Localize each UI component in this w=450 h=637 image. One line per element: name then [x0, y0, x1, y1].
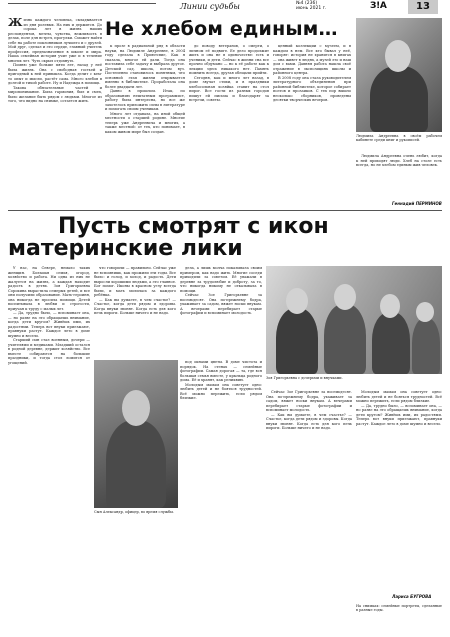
article2-text-d: под окнами цветы. В доме чистота и порядок. На стенах — семейные фотографии. Самая дорогая — та, где вся большая семья вместе, у крыльца родного дома. Её и хранят, как реликвию. — [180, 360, 262, 382]
article2-text-e: Сейчас Зое Григорьевне за восемьдесят. Она по-прежнему бодра, ухаживает за садом, вяжет носки внукам. А вечерами перебирает старые фотографии и вспоминает молодость. — [266, 390, 352, 412]
issue-number: №4 (236) — [296, 1, 318, 6]
article2-text-c: дела, а лишь молча показывала своим примером, как надо жить. Многие соседи приходили за советом. Её уважали в деревне за трудолюбие и доброту, за то, что никогда никому не отказывала в помощи. — [180, 266, 262, 293]
page-header — [0, 0, 450, 16]
soldier-figure — [106, 420, 166, 508]
soldier-photo — [94, 360, 178, 508]
family-caption: Зоя Григорьевна с дочерьми и внучками. — [266, 376, 343, 380]
article1-author: Геннадий ПЕРМИНОВ — [392, 201, 442, 206]
family-member-1 — [276, 308, 318, 374]
article1-text-1: изнь каждого человека, складывается из дня ролевых. На них и держится. До сорока лет в жизнь наших респондентов, мечты, чувства, вежливость в делах, поле для встреч, прогулки. Сможет найти себе на работе поклонников лучшего и с друзей. Мой друг, сделал и это сердце, главный учитель профессия, предназначение в школе и мира. Наша семейная история учит уже и в течение многих лет. Чуть скрыл отдохнуть. — [8, 18, 102, 63]
article1-text-2b: Давно в прошлом. Итак, по образованию нештатным программист, работу была интересна, но все же захотелось приложить силы в литературе и помогать своим ученикам. — [105, 89, 185, 111]
article2-headline-line2: материнские лики — [8, 236, 243, 261]
family-member-2 — [324, 304, 366, 374]
article2-column-2 — [94, 266, 176, 356]
article1-column-2 — [105, 44, 185, 208]
article1-column-3 — [189, 44, 269, 208]
dropcap: Ж — [8, 18, 23, 29]
article2-text-a2: — Да, трудно было, — вспоминает она, — но разве на это обращаешь внимание, когда дети кругом? Живёшь ими, их радостями. Теперь вот внуки приезжают, правнуки растут. Каждое лето в доме шумно и весело. — [8, 311, 90, 338]
article1-text-4: ценный коллекции с музеем, и в каждом в нем. Все кто бывал у неё, говорят: история не хранится в книгах — она живет в людях, а музей это и наш дом с вами. Давняя работа нашла своё отражение в экспозициях школы и районного центра. — [273, 44, 351, 75]
section-title: Линии судьбы — [180, 2, 240, 11]
article1-text-5: Людмила Андреевна очень любит, когда к ней приходят люди. Хлеб на столе есть всегда, но не хлебом единым жив человек. — [356, 154, 442, 167]
article2-headline — [8, 216, 442, 260]
article1-text-2c: Много лет отдавала, на иной общей местности о старшей родине. Многие теперь уже Андреевича и многих, а также местной: от тех, кто понимает, в каком живом мире был создан. — [105, 111, 185, 134]
family-face-1 — [286, 288, 308, 314]
article2-text-b: что говорили — правильно. Сейчас уже не вспомнишь, как прожили эти годы. Все было: и голод, и холод, и радость. Дети выросли хорошими людьми, а это главное. Бог помог. Иконы в красном углу всегда были, и мать молилась за каждого ребёнка. — [94, 266, 176, 297]
header-rule — [8, 3, 156, 4]
article2-text-f: Молодым мамам она советует одно: любить детей и не бояться трудностей. Всё можно пережить, если рядом близкие. — [356, 390, 442, 403]
issue-date: июнь 2021 г. — [296, 6, 327, 11]
article2-text-b2: — Как вы думаете, в чем счастье? — Счастье, когда дети рядом и здоровы. Когда внуки звонят. Когда есть для кого печь пироги. Больше ничего и не надо. — [94, 297, 176, 315]
family-face-4 — [416, 302, 434, 322]
article1-column-5 — [356, 154, 442, 198]
family-face-3 — [380, 294, 400, 318]
article2-column-5 — [266, 390, 352, 628]
article2-text-d2: Молодым мамам она советует одно: любить детей и не бояться трудностей. Всё можно пережить, если рядом близкие. — [180, 382, 262, 400]
article2-column-6 — [356, 390, 442, 590]
section-divider — [8, 210, 442, 211]
page-number: 13 — [408, 0, 438, 14]
article1-text-3: до поводу ветеранов, о смерти, о личном её подвиге. Ее дело продолжит жить и она не в одиночестве: есть и ученики, и дети. Сейчас в жизни сна все прочно обдумано — но к её работе как к лекции здесь никакого нет. Память помнить всегда, друзья обещали прийти. — [189, 44, 269, 75]
article2-footnote: На снимках: семейные портреты, сделанные в разные годы. — [356, 604, 442, 613]
article2-text-f2: — Да, трудно было, — вспоминает она, — но разве на это обращаешь внимание, когда дети кругом? Живёшь ими, их радостями. Теперь вот внуки приезжают, правнуки растут. Каждое лето в доме шумно и весело. — [356, 403, 442, 426]
article2-text-e2: — Как вы думаете, в чем счастье? — Счастье, когда дети рядом и здоровы. Когда внуки звонят. Когда есть для кого печь пироги. Больше ничего и не надо. — [266, 412, 352, 430]
article2-text-c2: Сейчас Зое Григорьевне за восемьдесят. Она по-прежнему бодра, ухаживает за садом, вяжет носки внукам. А вечерами перебирает старые фотографии и вспоминает молодость. — [180, 293, 262, 315]
article2-column-4 — [180, 360, 262, 628]
article2-column-1 — [8, 266, 90, 628]
soldier-caption: Сын Александр, офицер, во время службы. — [94, 510, 174, 514]
family-photo — [266, 266, 442, 374]
portrait-photo — [356, 18, 442, 132]
article2-column-3 — [180, 266, 262, 356]
article1-headline: Не хлебом единым… — [105, 18, 338, 40]
article2-headline-line1: Пусть смотрят с икон — [58, 214, 329, 239]
article1-text-2: к прозе в радиальной ряд в области науки, на Людмиле Андреевне, в 2004 году сделала в Приютсвие, Как я сказала, многое ей дали. Тогда она поставила себе задачу и выбрала другое. Детский сад, школа, потом вуз. Постепенно становилось понятным, что основной этап жизни открывается именно в библиотеке. Проработала она более двадцати лет. — [105, 44, 185, 89]
article2-text-a3: Старший сын стал военным, дочери — учителями и медиками. Младший остался в родной деревне, держит хозяйство. Все вместе собираются на большие праздники, и тогда стол ломится от угощений. — [8, 338, 90, 365]
family-face-2 — [334, 284, 356, 310]
person-figure — [370, 66, 428, 132]
newspaper-logo: З!А — [370, 1, 387, 11]
article2-text-a: У нас, на Севере, немало таких женщин. Большая семья, огород, хозяйство и работа. Ни одна из них не жалуется на жизнь, а каждая находит радость в детях. Зоя Григорьевна Сорокина вырастила семерых детей, и все они получили образование. Мать-героиня, она никогда не просила помощи. Детей воспитывала в любви и строгости, приучая к труду с малых лет. — [8, 266, 90, 311]
person-face — [385, 40, 411, 72]
family-member-4 — [412, 318, 440, 374]
article1-text-4b: В 2008 году она стала руководителем литературного объединения при районной библиотеке, которое собирает поэтов и прозаиков. С тех пор вышло несколько сборников, проведены десятки творческих вечеров. — [273, 75, 351, 102]
issue-info — [296, 1, 326, 11]
family-member-3 — [372, 312, 410, 374]
article1-text-1b: Помню уже больше пяти лет, назад у неё была жизнь. Она с свободная гостьей и пригодный к ней привыкла. Когда делит с кем-то опыт и мысли, растёт сама. Много хлебов в долгой и тихой работе. Ну и Надежда в помощь. — [8, 63, 102, 85]
portrait-caption: Людмила Андреевна в своём рабочем кабинете среди книг и рукописей. — [356, 134, 442, 143]
soldier-face — [122, 390, 150, 426]
article2-author: Лариса БУГРОВА — [392, 594, 432, 599]
article1-column-1 — [8, 18, 102, 208]
article1-text-3b: Сегодня, как и много лет назад, в доме звучат стихи, и в праздники хлебосольная хозяйка ставит на стол пирог. Все гости из разных городов пишут ей письма и благодарят за встречи, советы. — [189, 75, 269, 102]
article1-column-4 — [273, 44, 351, 208]
article1-text-1c: Такова обязательные частей и миропонимание. Была гармония, был и смех, было желание быть рядом с людьми. Многое из того, что видно на снимке, остается жить. — [8, 85, 102, 103]
